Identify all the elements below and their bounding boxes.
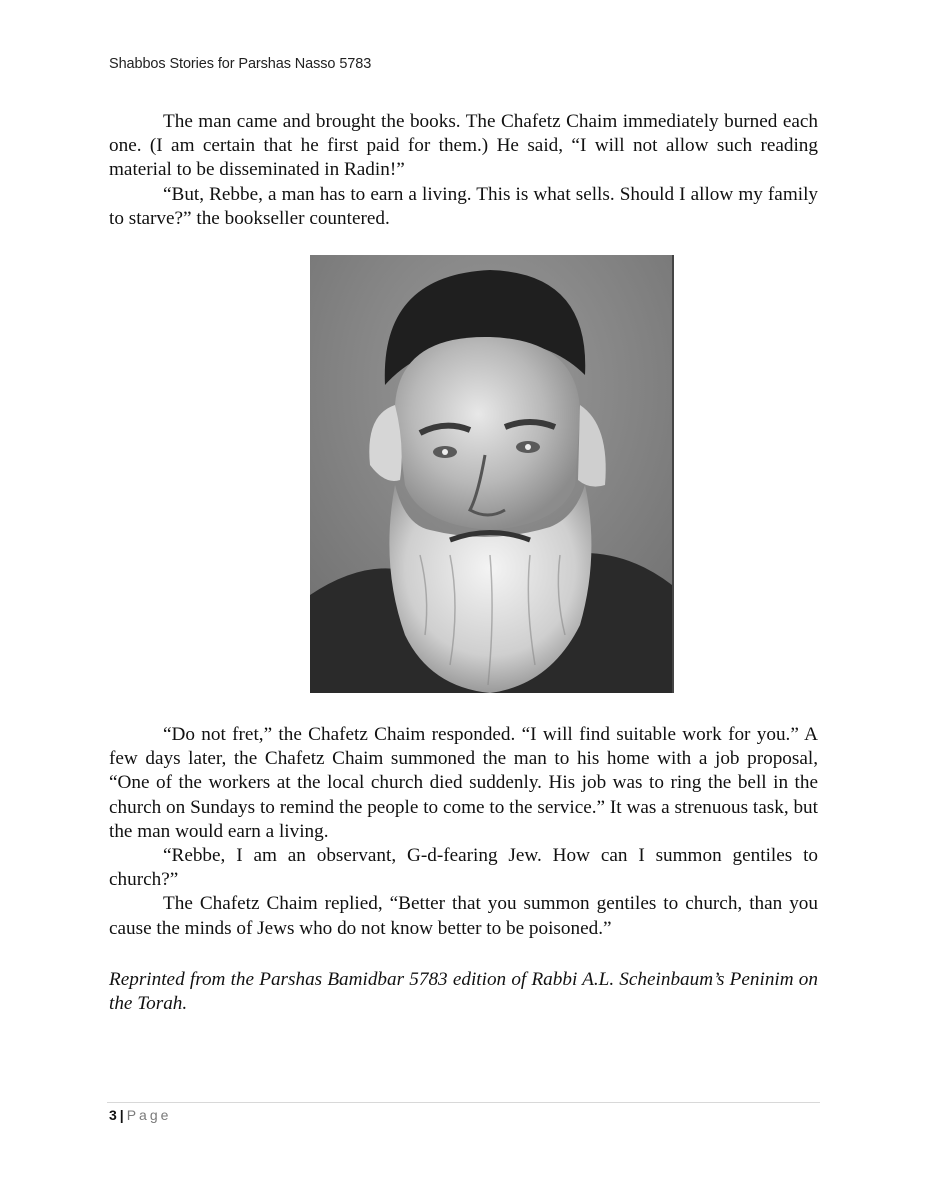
- page-number: 3: [109, 1107, 117, 1123]
- paragraph: “Rebbe, I am an observant, G-d-fearing Jew. How can I summon gentiles to church?”: [109, 845, 818, 891]
- footer-separator: |: [119, 1107, 124, 1123]
- story-text-top: [109, 110, 818, 231]
- running-header: Shabbos Stories for Parshas Nasso 5783: [109, 56, 372, 72]
- page-footer: [109, 1107, 171, 1123]
- paragraph: “Do not fret,” the Chafetz Chaim responded. “I will find suitable work for you.” A few days later, the Chafetz Chaim summoned the man to his home with a job proposal, “One of the workers at the local church died suddenly. His job was to ring the bell in the church on Sundays to remind the people to come to the service.” It was a strenuous task, but the man would earn a living.: [109, 724, 818, 842]
- citation: Reprinted from the Parshas Bamidbar 5783 edition of Rabbi A.L. Scheinbaum’s Peninim on the Torah.: [109, 969, 818, 1015]
- paragraph: The Chafetz Chaim replied, “Better that you summon gentiles to church, than you cause the minds of Jews who do not know better to be poisoned.”: [109, 893, 818, 939]
- paragraph: The man came and brought the books. The Chafetz Chaim immediately burned each one. (I am certain that he first paid for them.) He said, “I will not allow such reading material to be disseminated in Radin!”: [109, 111, 818, 181]
- portrait-drawing: [310, 255, 672, 693]
- story-text-bottom: [109, 723, 818, 941]
- page-label: Page: [126, 1107, 172, 1123]
- paragraph: “But, Rebbe, a man has to earn a living. This is what sells. Should I allow my family to starve?” the bookseller countered.: [109, 183, 818, 229]
- portrait-image: [310, 255, 674, 693]
- footer-divider: [107, 1102, 820, 1103]
